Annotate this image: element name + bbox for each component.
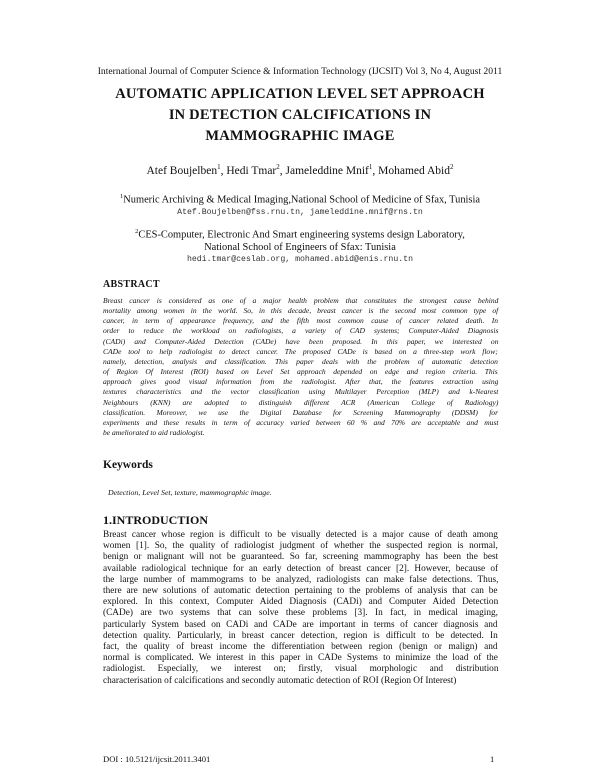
author-emails: hedi.tmar@ceslab.org, mohamed.abid@enis.rnu.tn	[186, 255, 413, 265]
text-line: explored. In this context, Computer Aided Diagnosis (CADi) and Computer Aided Detection	[103, 597, 499, 608]
introduction-heading: 1.INTRODUCTION	[103, 513, 209, 527]
text-line: Breast cancer is considered as one of a major health problem that constitutes the strongest cause behind	[103, 296, 499, 305]
author-affil-mark: 2	[450, 163, 454, 171]
text-line: cancer, in term of appearance frequency, and the fifth most common cause of cancer related death. In	[103, 316, 499, 326]
text-line: classification. Moreover, we use the Digital Database for Screening Mammography (DDSM) for	[103, 407, 499, 417]
text-line: normal is complicated. We interest in this paper in CADe Systems to minimize the load of the	[103, 653, 498, 664]
affiliation-1	[0, 191, 600, 219]
affiliation-text: National School of Engineers of Sfax: Tunisia	[204, 241, 396, 253]
affiliation-number: 1	[120, 193, 124, 200]
journal-header: International Journal of Computer Science & Information Technology (IJCSIT) Vol 3, No 4, August 2011	[97, 66, 503, 77]
text-line: radiologist. Especially, we interest on; firstly, visual morphologic and distribution	[103, 664, 499, 675]
text-line: fact, the quality of breast income the differentiation between region (benign or malign) and	[103, 642, 498, 653]
doi-footer: DOI : 10.5121/ijcsit.2011.3401	[103, 754, 211, 764]
author-list: Atef Boujelben$^1$, Hedi Tmar$^2$, Jameleddine Mnif$^1$, Mohamed Abid$^2$	[146, 163, 454, 177]
title-line: MAMMOGRAPHIC IMAGE	[205, 128, 395, 144]
author-emails: Atef.Boujelben@fss.rnu.tn, jameleddine.mnif@rns.tn	[177, 207, 423, 217]
author-name: Atef Boujelben	[146, 164, 218, 177]
text-line: mortality among women in the world. So, in this decade, breast cancer is the second most common type of	[103, 306, 499, 316]
text-line: characterisation of calcifications and secondly automatic detection of ROI (Region Of Interest)	[103, 675, 457, 686]
text-line: women [1]. So, the quality of radiologist judgment of whether the suspected region is normal,	[103, 541, 498, 552]
title-line: IN DETECTION CALCIFICATIONS IN	[168, 107, 432, 123]
author-name: Mohamed Abid	[378, 164, 450, 177]
introduction-body	[103, 530, 498, 687]
text-line: experiments and these results in term of accuracy varied between 60 % and 70% are acceptable and must	[103, 417, 499, 427]
affiliation-text: CES-Computer, Electronic And Smart engineering systems design Laboratory,	[138, 229, 465, 241]
text-line: available radiological technique for an early detection of breast cancer [2]. However, because of	[103, 563, 499, 574]
text-line: benign or malignant will not be guaranteed. So far, screening mammography has been the best	[103, 552, 499, 563]
text-line: the large number of mammograms to be analyzed, radiologists can make false detections. Thus,	[103, 574, 499, 585]
abstract-heading: ABSTRACT	[103, 279, 160, 290]
text-line: there are new solutions of automatic detection pertaining to the problems of analysis that can be	[103, 586, 498, 597]
author-affil-mark: 1	[217, 163, 221, 171]
text-line: CADe tool to help radiologist to detect cancer. The proposed CADe is based on a three-step work flow;	[103, 346, 498, 356]
author-name: Jameleddine Mnif	[285, 164, 369, 177]
paper-title	[60, 84, 540, 147]
affiliation-number: 2	[135, 228, 139, 235]
abstract-body	[103, 296, 498, 438]
text-line: detection quality. Particularly, in breast cancer detection, region is difficult to be detected. In	[103, 630, 498, 641]
author-affil-mark: 1	[368, 163, 373, 171]
author-name: Hedi Tmar	[226, 164, 277, 177]
text-line: (CADi) and Computer-Aided Detection (CADe) have been proposed. In this paper, we interested on	[103, 336, 499, 346]
text-line: Neighbours (KNN) are adopted to distinguish different ACR (American College of Radiology)	[103, 397, 499, 407]
page-number: 1	[490, 754, 495, 764]
text-line: (CADe) are two systems that can solve these problems [3]. In fact, in medical imaging,	[103, 608, 499, 619]
text-line: be ameliorated to aid radiologist.	[103, 428, 205, 438]
text-line: namely, detection, analysis and classification. This paper deals with the problem of automatic detection	[103, 356, 498, 366]
keywords-heading: Keywords	[103, 459, 153, 471]
text-line: particularly System based on CADi and CADe are important in terms of cancer diagnosis and	[103, 619, 498, 630]
title-line: AUTOMATIC APPLICATION LEVEL SET APPROACH	[115, 86, 485, 102]
keywords-text: Detection, Level Set, texture, mammographic image.	[108, 488, 272, 497]
author-affil-mark: 2	[276, 163, 280, 171]
text-line: of Region Of Interest (ROI) based on Level Set approach depended on edge and region criteria. This	[103, 367, 498, 377]
affiliation-text: Numeric Archiving & Medical Imaging,National School of Medicine of Sfax, Tunisia	[123, 194, 480, 206]
text-line: approach gives good visual information from the radiologist. After that, the features extraction using	[103, 377, 499, 387]
text-line: Breast cancer whose region is difficult to be visually detected is a major cause of death among	[103, 530, 498, 540]
text-line: order to reduce the workload on radiologists, a variety of CAD systems; Computer-Aided Diagnosis	[103, 326, 499, 336]
text-line: textures characteristics and the vector classification using Multilayer Perception (MLP) and k-Nearest	[103, 387, 499, 397]
affiliation-2	[0, 226, 600, 267]
